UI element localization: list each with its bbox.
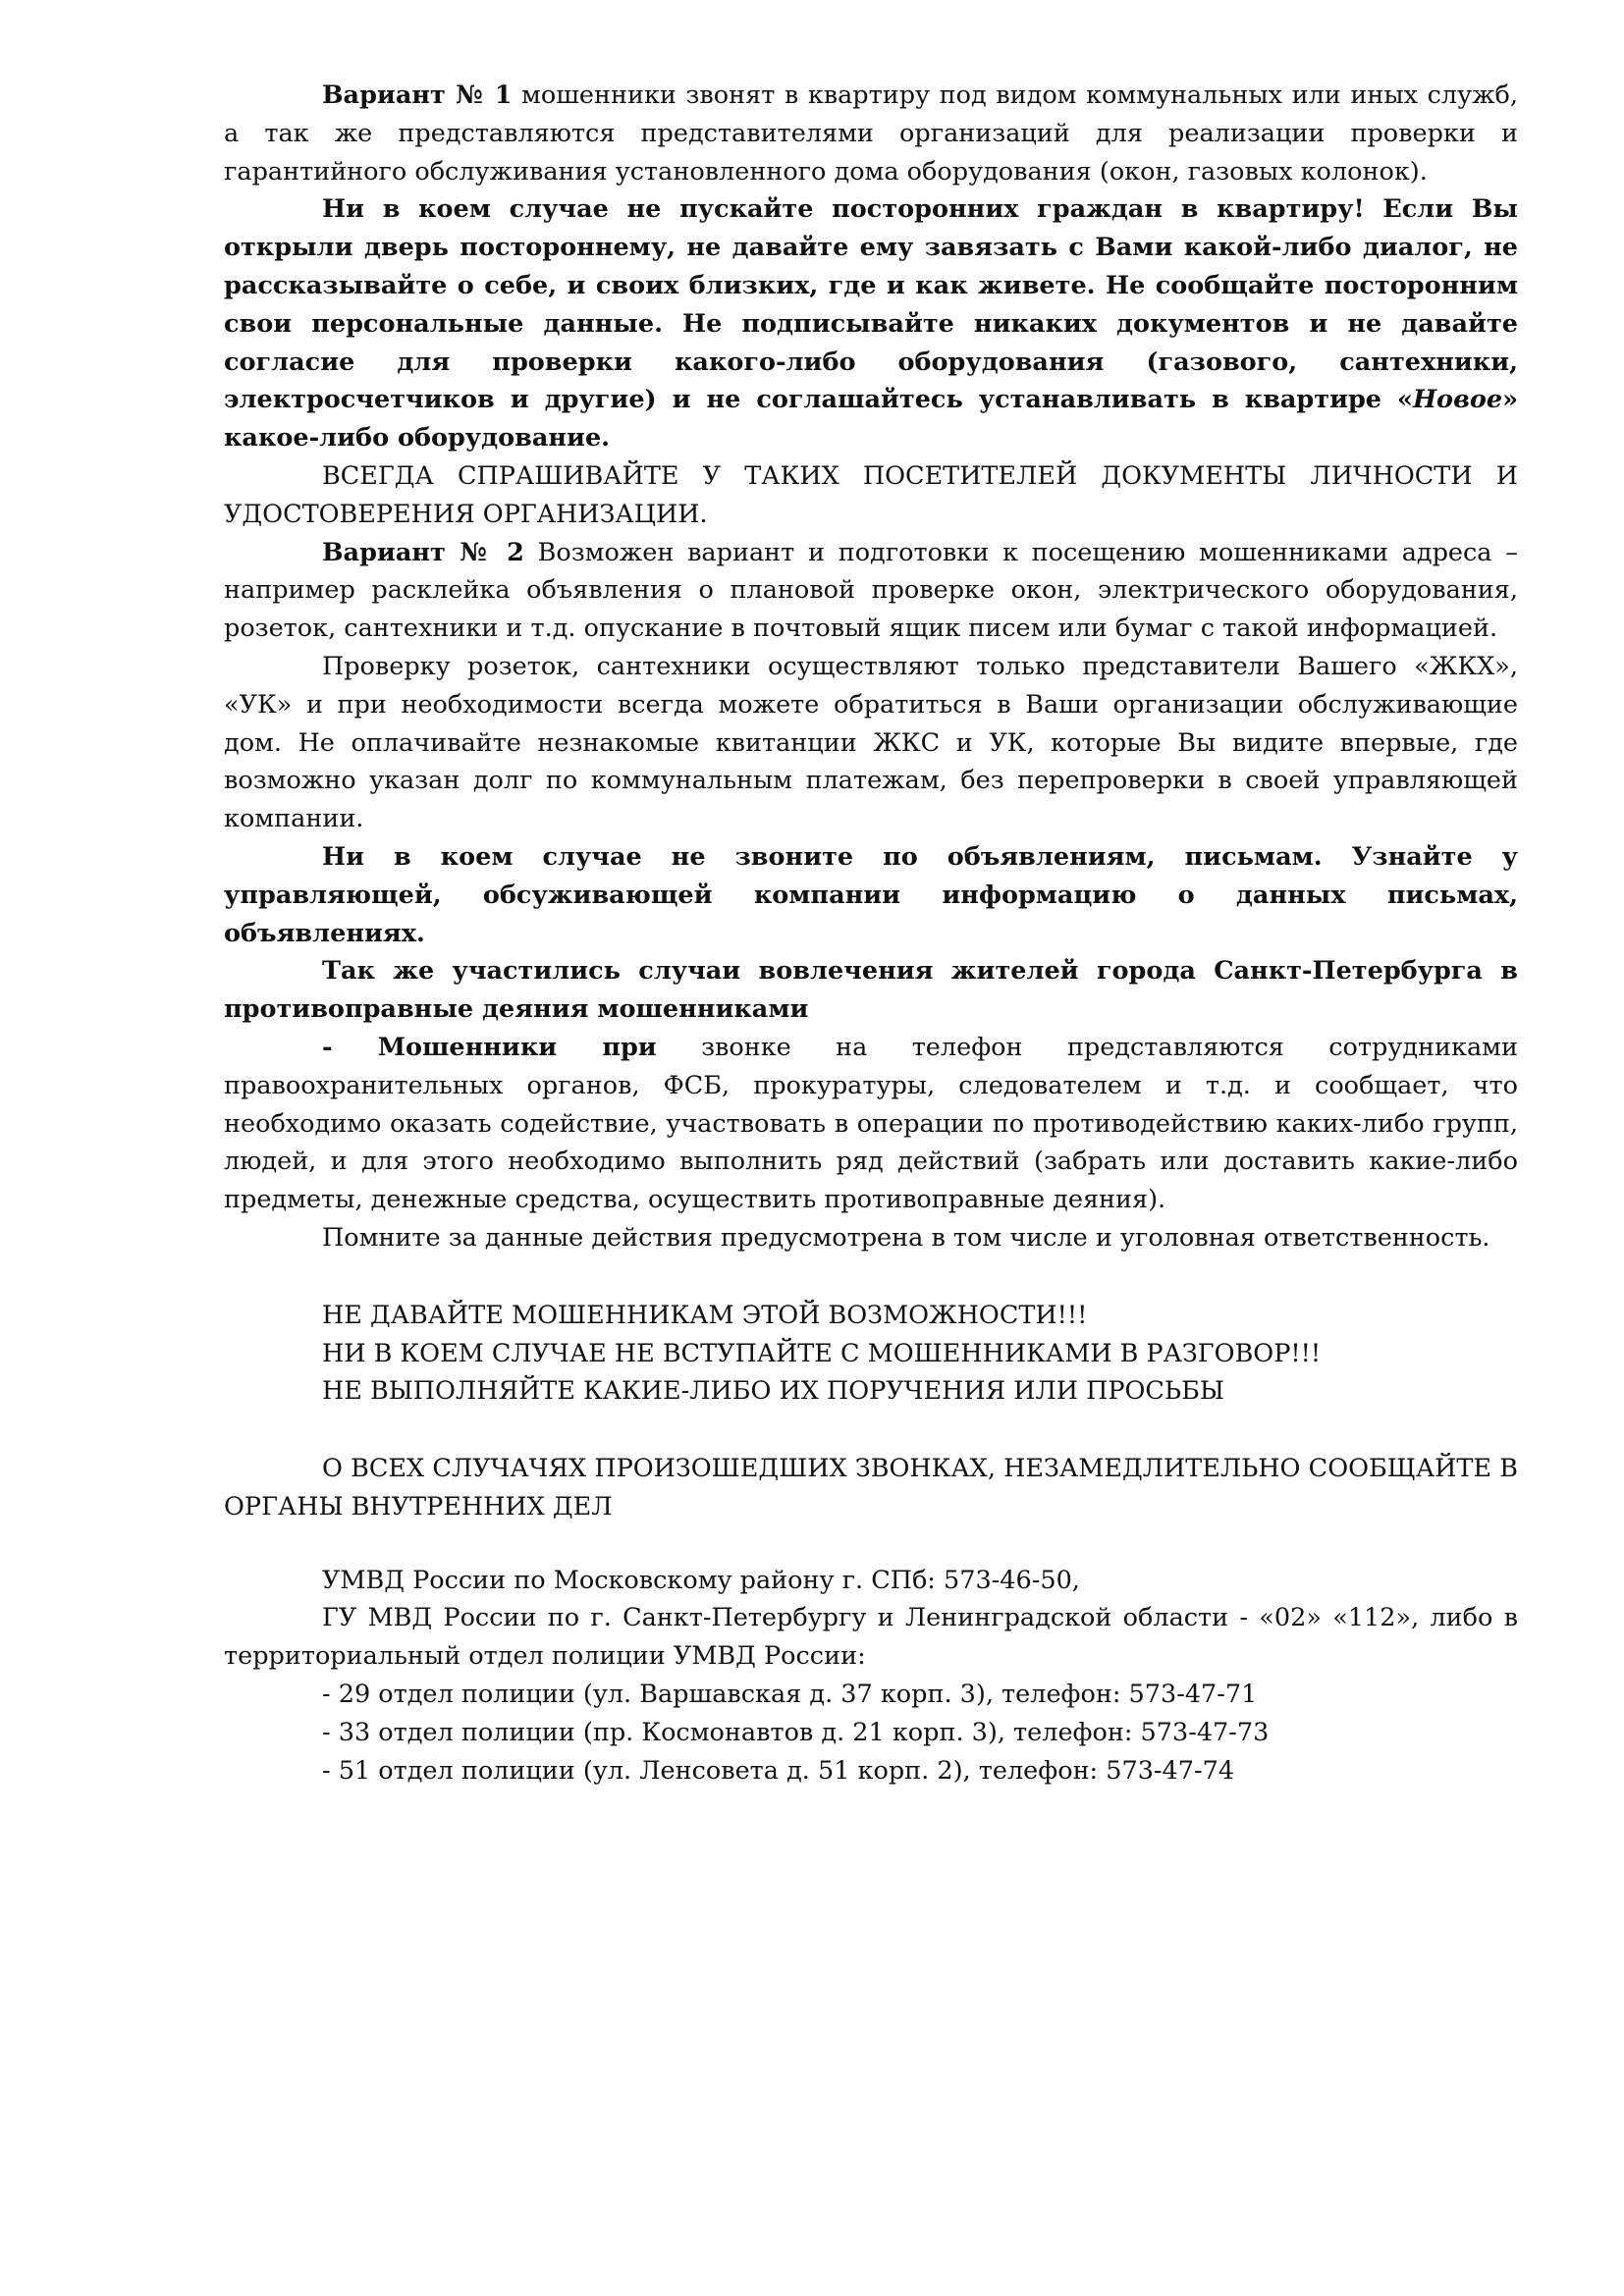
- contact-department: - 29 отдел полиции (ул. Варшавская д. 37 корп. 3), телефон: 573-47-71: [322, 1680, 1258, 1710]
- caps-warning-line: НЕ ДАВАЙТЕ МОШЕННИКАМ ЭТОЙ ВОЗМОЖНОСТИ!!!: [322, 1300, 1088, 1330]
- variant-2-label: Вариант № 2: [322, 537, 524, 567]
- variant-2-paragraph: [224, 534, 1518, 648]
- warning-no-strangers: [224, 190, 1518, 457]
- variant-1-text: мошенники звонят в квартиру под видом коммунальных или иных служб, а так же представляются представителями организаций для реализации проверки и гарантийного обслуживания установленного дома оборудования (окон, газовых колонок).: [224, 80, 1518, 187]
- caps-warnings: [224, 1297, 1518, 1411]
- contacts-block: [224, 1562, 1518, 1790]
- contact-umvd: УМВД России по Московскому району г. СПб: 573-46-50,: [322, 1565, 1080, 1595]
- document-page: [224, 77, 1518, 1789]
- report-paragraph: О ВСЕХ СЛУЧАЧЯХ ПРОИЗОШЕДШИХ ЗВОНКАХ, НЕЗАМЕДЛИТЕЛЬНО СООБЩАЙТЕ В ОРГАНЫ ВНУТРЕННИХ ДЕЛ: [224, 1454, 1518, 1522]
- warning-italic-word: Новое: [1412, 385, 1503, 415]
- check-paragraph: Проверку розеток, сантехники осуществляют только представители Вашего «ЖКХ», «УК» и при необходимости всегда можете обратиться в Ваши организации обслуживающие дом. Не оплачивайте незнакомые квитанции ЖКС и УК, которые Вы видите впервые, где возможно указан долг по коммунальным платежам, без перепроверки в своей управляющей компании.: [224, 651, 1518, 834]
- contact-gu-mvd: ГУ МВД России по г. Санкт-Петербургу и Ленинградской области - «02» «112», либо в территориальный отдел полиции УМВД России:: [224, 1603, 1518, 1672]
- phone-scam-text: звонке на телефон представляются сотрудниками правоохранительных органов, ФСБ, прокуратуры, следователем и т.д. и сообщает, что необходимо оказать содействие, участвовать в операции по противодействию каких-либо групп, людей, и для этого необходимо выполнить ряд действий (забрать или доставить какие-либо предметы, денежные средства, осуществить противоправные деяния).: [224, 1032, 1519, 1215]
- remember-paragraph: Помните за данные действия предусмотрена в том числе и уголовная ответственность.: [322, 1222, 1490, 1253]
- caps-warning-line: НЕ ВЫПОЛНЯЙТЕ КАКИЕ-ЛИБО ИХ ПОРУЧЕНИЯ ИЛИ ПРОСЬБЫ: [322, 1376, 1224, 1407]
- warning-no-strangers-end: » какое-либо оборудование.: [224, 385, 1518, 454]
- phone-scam-bold: - Мошенники при: [322, 1032, 657, 1062]
- variant-2-text: Возможен вариант и подготовки к посещению мошенниками адреса – например расклейка объявления о плановой проверке окон, электрического оборудования, розеток, сантехники и т.д. опускание в почтовый ящик писем или бумаг с такой информацией.: [224, 537, 1518, 644]
- variant-1-paragraph: [224, 77, 1518, 190]
- warning-involvement: Так же участились случаи вовлечения жителей города Санкт-Петербурга в противоправные деяния мошенниками: [224, 956, 1518, 1025]
- warning-no-calls: Ни в коем случае не звоните по объявлениям, письмам. Узнайте у управляющей, обсуживающей компании информацию о данных письмах, объявлениях.: [224, 841, 1518, 948]
- contact-department: - 51 отдел полиции (ул. Ленсовета д. 51 корп. 2), телефон: 573-47-74: [322, 1755, 1235, 1786]
- ask-documents-caps: ВСЕГДА СПРАШИВАЙТЕ У ТАКИХ ПОСЕТИТЕЛЕЙ ДОКУМЕНТЫ ЛИЧНОСТИ И УДОСТОВЕРЕНИЯ ОРГАНИЗАЦИИ.: [224, 460, 1518, 529]
- warning-no-strangers-text: Ни в коем случае не пускайте посторонних граждан в квартиру! Если Вы открыли дверь постороннему, не давайте ему завязать с Вами какой-либо диалог, не рассказывайте о себе, и своих близких, где и как живете. Не сообщайте посторонним свои персональные данные. Не подписывайте никаких документов и не давайте согласие для проверки какого-либо оборудования (газового, сантехники, электросчетчиков и другие) и не соглашайтесь устанавливать в квартире «: [224, 194, 1518, 415]
- caps-warning-line: НИ В КОЕМ СЛУЧАЕ НЕ ВСТУПАЙТЕ С МОШЕННИКАМИ В РАЗГОВОР!!!: [322, 1338, 1322, 1368]
- variant-1-label: Вариант № 1: [322, 80, 513, 110]
- phone-scam-paragraph: [224, 1029, 1518, 1219]
- contact-department: - 33 отдел полиции (пр. Космонавтов д. 21 корп. 3), телефон: 573-47-73: [322, 1717, 1270, 1747]
